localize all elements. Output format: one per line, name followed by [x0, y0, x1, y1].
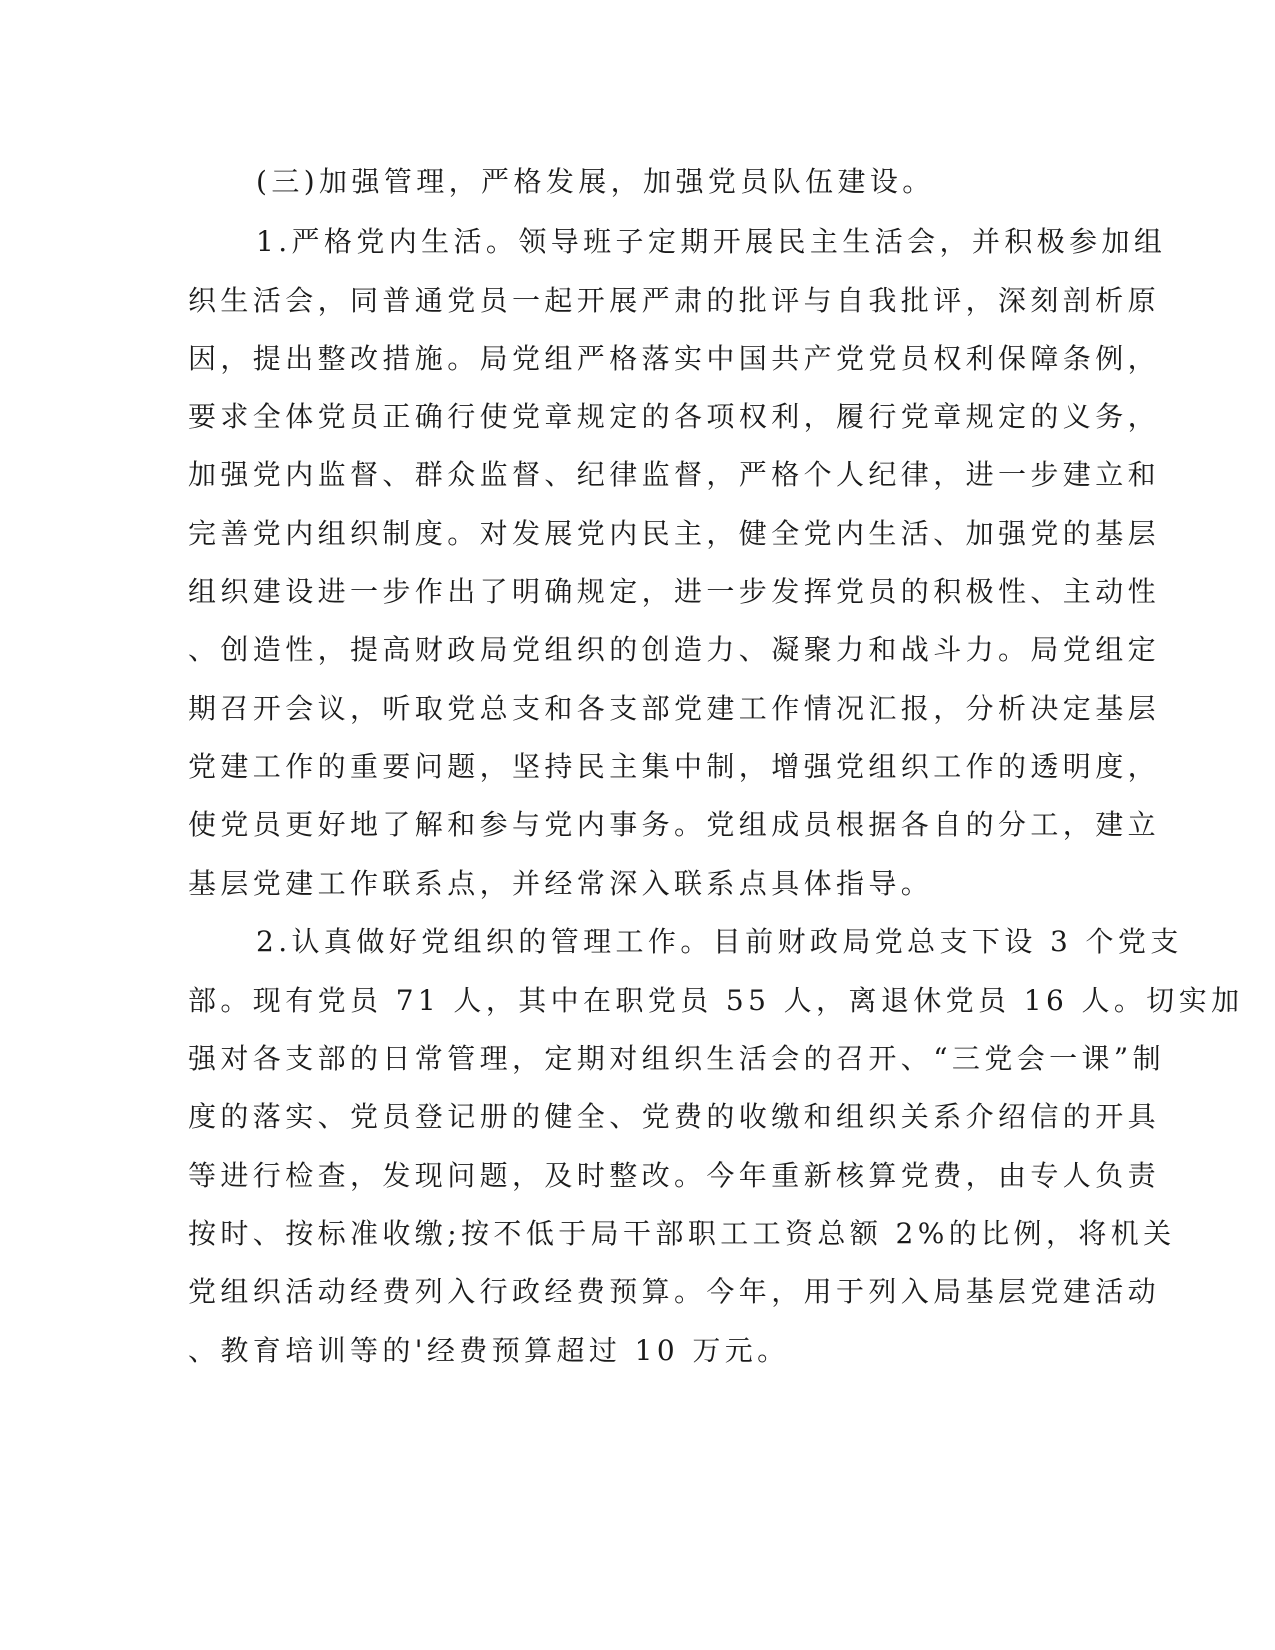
section-heading: (三)加强管理，严格发展，加强党员队伍建设。: [256, 165, 935, 198]
paragraph-1-line: 期召开会议，听取党总支和各支部党建工作情况汇报，分析决定基层: [188, 692, 1161, 725]
paragraph-2-line: 、教育培训等的'经费预算超过 10 万元。: [188, 1334, 790, 1367]
paragraph-2-line: 度的落实、党员登记册的健全、党费的收缴和组织关系介绍信的开具: [188, 1100, 1161, 1133]
paragraph-1-line: 因，提出整改措施。局党组严格落实中国共产党党员权利保障条例，: [188, 342, 1161, 375]
paragraph-1-line: 加强党内监督、群众监督、纪律监督，严格个人纪律，进一步建立和: [188, 458, 1161, 491]
paragraph-1-line: 组织建设进一步作出了明确规定，进一步发挥党员的积极性、主动性: [188, 575, 1161, 608]
paragraph-1-line: 要求全体党员正确行使党章规定的各项权利，履行党章规定的义务，: [188, 400, 1161, 433]
paragraph-1-line: 1.严格党内生活。领导班子定期开展民主生活会，并积极参加组: [256, 225, 1167, 258]
paragraph-1-line: 基层党建工作联系点，并经常深入联系点具体指导。: [188, 867, 934, 900]
paragraph-2-line: 按时、按标准收缴;按不低于局干部职工工资总额 2%的比例，将机关: [188, 1217, 1176, 1250]
paragraph-2-line: 等进行检查，发现问题，及时整改。今年重新核算党费，由专人负责: [188, 1159, 1161, 1192]
paragraph-2-line: 2.认真做好党组织的管理工作。目前财政局党总支下设 3 个党支: [256, 925, 1183, 958]
paragraph-1-line: 、创造性，提高财政局党组织的创造力、凝聚力和战斗力。局党组定: [188, 633, 1161, 666]
paragraph-1-line: 党建工作的重要问题，坚持民主集中制，增强党组织工作的透明度，: [188, 750, 1161, 783]
paragraph-1-line: 织生活会，同普通党员一起开展严肃的批评与自我批评，深刻剖析原: [188, 284, 1161, 317]
paragraph-1-line: 使党员更好地了解和参与党内事务。党组成员根据各自的分工，建立: [188, 808, 1161, 841]
paragraph-1-line: 完善党内组织制度。对发展党内民主，健全党内生活、加强党的基层: [188, 517, 1161, 550]
paragraph-2-line: 部。现有党员 71 人，其中在职党员 55 人，离退休党员 16 人。切实加: [188, 984, 1244, 1017]
paragraph-2-line: 党组织活动经费列入行政经费预算。今年，用于列入局基层党建活动: [188, 1275, 1161, 1308]
paragraph-2-line: 强对各支部的日常管理，定期对组织生活会的召开、“三党会一课”制: [188, 1042, 1166, 1075]
